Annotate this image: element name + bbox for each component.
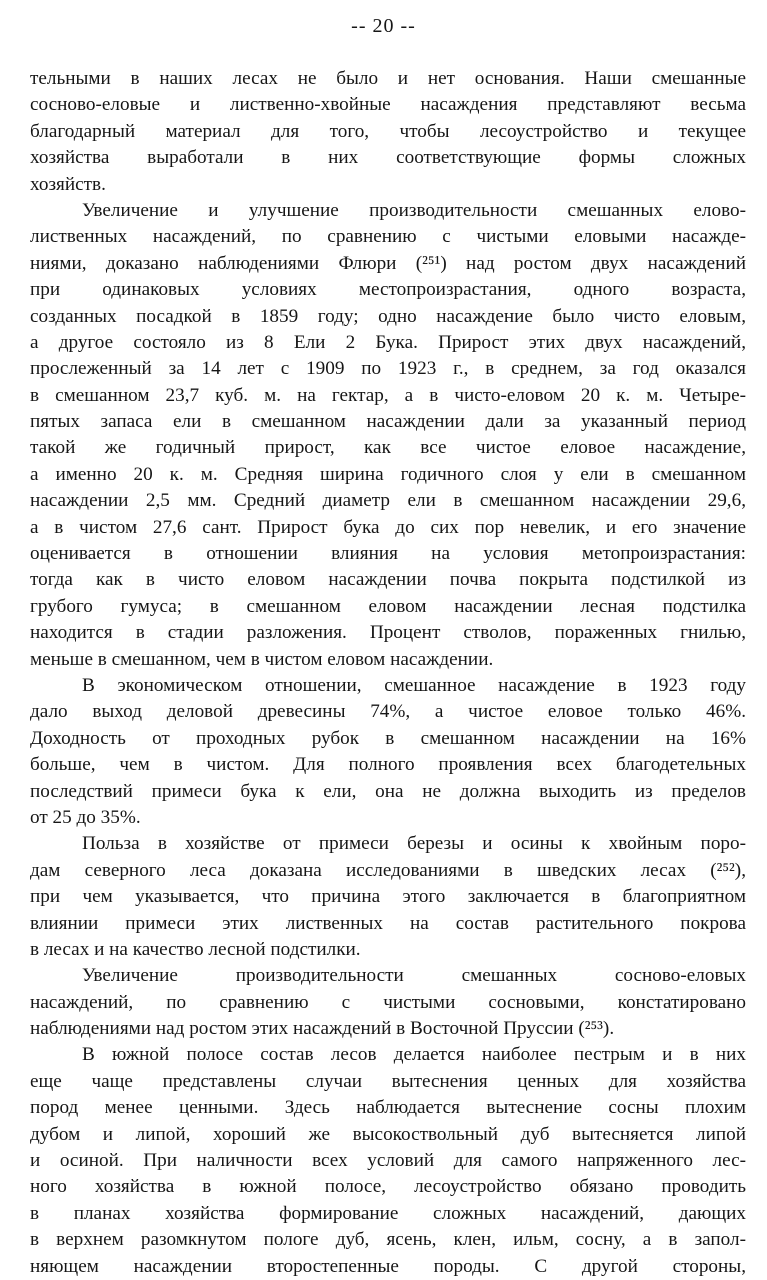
text-line: а именно 20 к. м. Средняя ширина годичного слоя у ели в смешанном: [30, 463, 746, 485]
text-line: дало выход деловой древесины 74%, а чистое еловое только 46%.: [30, 701, 746, 723]
text-line: лиственных насаждений, по сравнению с чистыми еловыми насажде-: [30, 226, 746, 248]
text-line: от 25 до 35%.: [30, 806, 141, 828]
text-line: хозяйств.: [30, 173, 106, 195]
text-line: ниями, доказано наблюдениями Флюри (²⁵¹) над ростом двух насаждений: [30, 252, 746, 274]
text-line: еще чаще представлены случаи вытеснения ценных для хозяйства: [30, 1070, 746, 1092]
page-number: -- 20 --: [351, 15, 416, 37]
text-line: Польза в хозяйстве от примеси березы и осины к хвойным поро-: [82, 833, 746, 855]
text-line: В экономическом отношении, смешанное насаждение в 1923 году: [82, 674, 746, 696]
text-line: при одинаковых условиях местопроизрастания, одного возраста,: [30, 279, 746, 301]
text-line: тельными в наших лесах не было и нет основания. Наши смешанные: [30, 68, 746, 89]
text-line: грубого гумуса; в смешанном еловом насаждении лесная подстилка: [30, 595, 746, 617]
text-line: при чем указывается, что причина этого заключается в благоприятном: [30, 886, 746, 908]
text-line: в смешанном 23,7 куб. м. на гектар, а в чисто-еловом 20 к. м. Четыре-: [30, 384, 746, 406]
text-line: меньше в смешанном, чем в чистом еловом насаждении.: [30, 648, 494, 670]
text-line: хозяйства выработали в них соответствующие формы сложных: [30, 147, 746, 169]
text-line: созданных посадкой в 1859 году; одно насаждение было чисто еловым,: [30, 305, 746, 327]
text-line: в планах хозяйства формирование сложных насаждений, дающих: [30, 1202, 746, 1224]
text-line: дам северного леса доказана исследованиями в шведских лесах (²⁵²),: [30, 859, 746, 881]
text-line: пятых запаса ели в смешанном насаждении дали за указанный период: [30, 411, 746, 433]
text-line: больше, чем в чистом. Для полного проявления всех благодетельных: [30, 754, 746, 776]
text-line: насаждений, по сравнению с чистыми сосновыми, констатировано: [30, 991, 746, 1013]
text-line: дубом и липой, хороший же высокоствольный дуб вытесняется липой: [30, 1123, 746, 1145]
text-line: няющем насаждении второстепенные породы. С другой стороны,: [30, 1255, 746, 1277]
text-line: тогда как в чисто еловом насаждении почва покрыта подстилкой из: [30, 569, 746, 591]
text-line: в лесах и на качество лесной подстилки.: [30, 938, 361, 960]
body-text: [30, 66, 746, 1280]
text-line: оценивается в отношении влияния на условия метопроизрастания:: [30, 543, 746, 565]
text-line: прослеженный за 14 лет с 1909 по 1923 г., в среднем, за год оказался: [30, 358, 746, 380]
text-line: влиянии примеси этих лиственных на состав растительного покрова: [30, 912, 746, 934]
text-line: сосново-еловые и лиственно-хвойные насаждения представляют весьма: [30, 94, 746, 116]
text-line: благодарный материал для того, чтобы лесоустройство и текущее: [30, 120, 746, 142]
text-line: последствий примеси бука к ели, она не должна выходить из пределов: [30, 780, 746, 802]
text-line: и осиной. При наличности всех условий для самого напряженного лес-: [30, 1150, 746, 1172]
text-line: а в чистом 27,6 сант. Прирост бука до сих пор невелик, и его значение: [30, 516, 746, 538]
text-line: а другое состояло из 8 Ели 2 Бука. Прирост этих двух насаждений,: [30, 331, 746, 353]
text-line: наблюдениями над ростом этих насаждений в Восточной Пруссии (²⁵³).: [30, 1018, 615, 1040]
text-line: находится в стадии разложения. Процент стволов, пораженных гнилью,: [30, 622, 746, 644]
text-line: Увеличение и улучшение производительности смешанных елово-: [82, 199, 746, 221]
text-line: насаждении 2,5 мм. Средний диаметр ели в смешанном насаждении 29,6,: [30, 490, 746, 512]
text-line: ного хозяйства в южной полосе, лесоустройство обязано проводить: [30, 1176, 746, 1198]
text-line: пород менее ценными. Здесь наблюдается вытеснение сосны плохим: [30, 1097, 746, 1119]
text-line: Доходность от проходных рубок в смешанном насаждении на 16%: [30, 727, 746, 749]
text-line: Увеличение производительности смешанных сосново-еловых: [82, 965, 746, 987]
text-line: В южной полосе состав лесов делается наиболее пестрым и в них: [82, 1044, 746, 1066]
text-line: такой же годичный прирост, как все чистое еловое насаждение,: [30, 437, 746, 459]
text-line: в верхнем разомкнутом пологе дуб, ясень, клен, ильм, сосну, а в запол-: [30, 1229, 746, 1251]
